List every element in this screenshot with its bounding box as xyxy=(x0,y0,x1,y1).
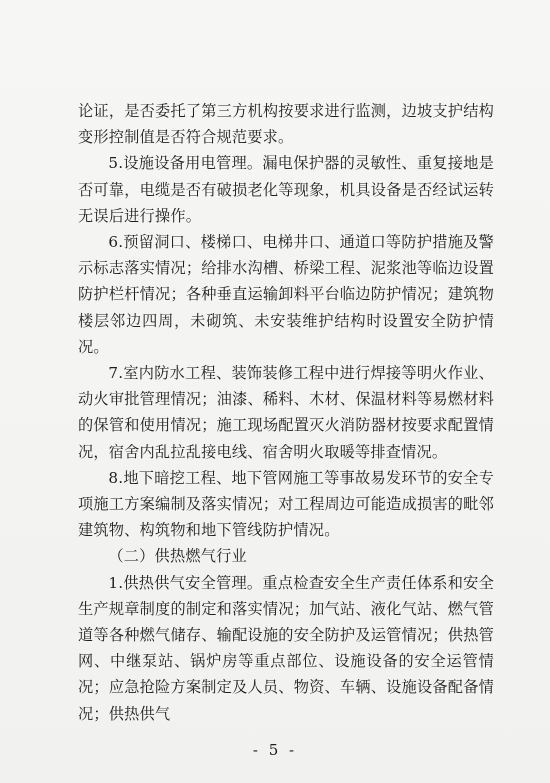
section-heading: （二）供热燃气行业 xyxy=(108,547,247,566)
paragraph-item-6: 6.预留洞口、楼梯口、电梯井口、通道口等防护措施及警示标志落实情况；给排水沟槽、桥梁工程、泥浆池等临边设置防护栏杆情况；各种垂直运输卸料平台临边防护情况；建筑物楼层邻边四周，未砌筑、未安装维护结构时设置安全防护情况。 xyxy=(78,233,494,356)
paragraph-item-5: 5.设施设备用电管理。漏电保护器的灵敏性、重复接地是否可靠，电缆是否有破损老化等现象，机具设备是否经试运转无误后进行操作。 xyxy=(78,154,494,225)
paragraph-item-8: 8.地下暗挖工程、地下管网施工等事故易发环节的安全专项施工方案编制及落实情况；对工程周边可能造成损害的毗邻建筑物、构筑物和地下管线防护情况。 xyxy=(78,468,494,540)
document-body xyxy=(78,98,494,727)
paragraph-continuation: 论证，是否委托了第三方机构按要求进行监测，边坡支护结构变形控制值是否符合规范要求。 xyxy=(78,102,494,147)
paragraph-heating-gas-1: 1.供热供气安全管理。重点检查安全生产责任体系和安全生产规章制度的制定和落实情况；加气站、液化气站、燃气管道等各种燃气储存、输配设施的安全防护及运管情况；供热管网、中继泵站、锅炉房等重点部位、设施设备的安全运管情况；应急抢险方案制定及人员、物资、车辆、设施设备配备情况；供热供气 xyxy=(78,573,494,723)
paragraph-item-7: 7.室内防水工程、装饰装修工程中进行焊接等明火作业、动火审批管理情况；油漆、稀料、木材、保温材料等易燃材料的保管和使用情况；施工现场配置灭火消防器材按要求配置情况，宿舍内乱拉乱接电线、宿舍明火取暖等排查情况。 xyxy=(78,364,494,461)
page-number: - 5 - xyxy=(252,741,298,759)
